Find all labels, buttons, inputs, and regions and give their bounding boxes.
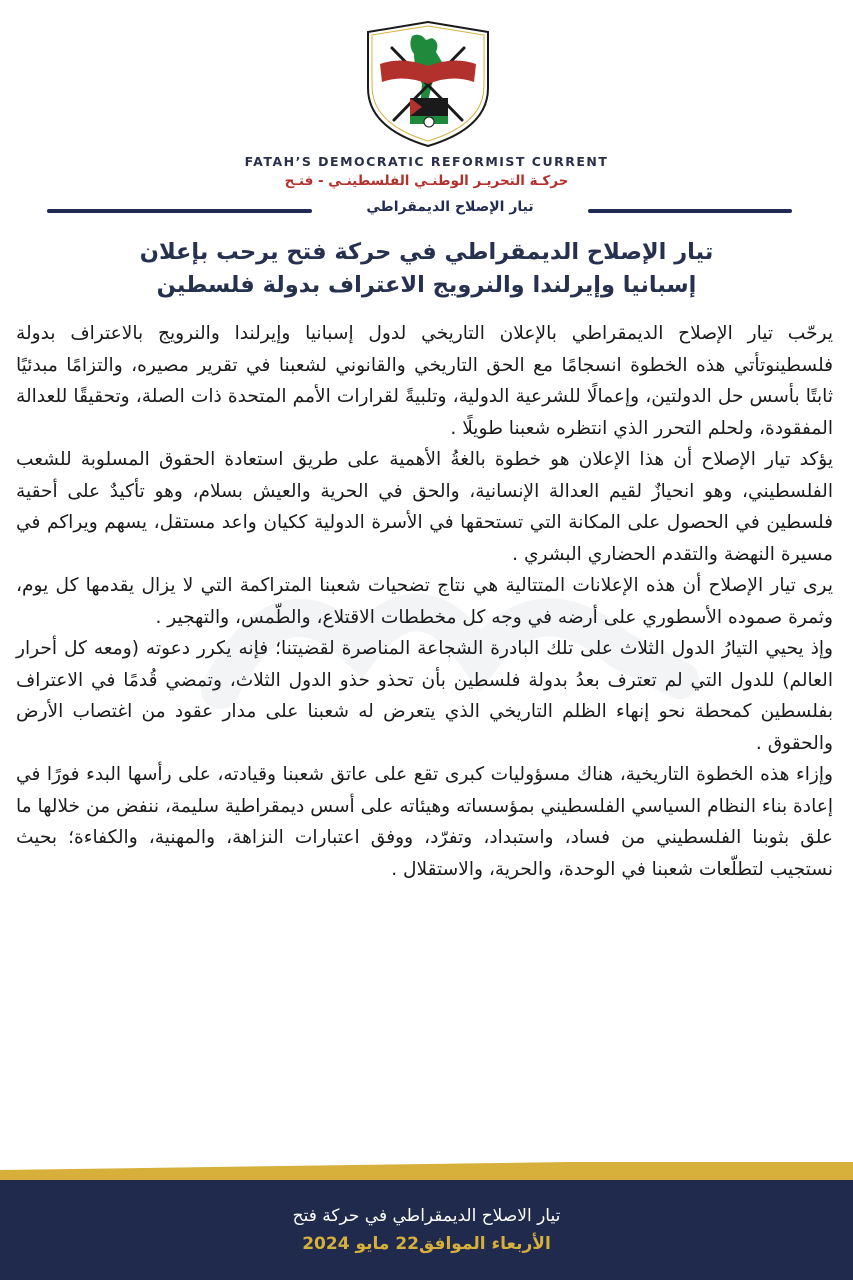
- header-divider-left: [47, 209, 312, 213]
- fatah-emblem-icon: [362, 18, 494, 150]
- footer-organization: تيار الاصلاح الديمقراطي في حركة فتح: [292, 1206, 561, 1226]
- statement-title: [40, 236, 813, 302]
- header-divider-label: تيار الإصلاح الديمقراطي: [366, 199, 534, 215]
- org-name-arabic: حركـة التحريـر الوطنـي الفلسطينـي - فتـح: [284, 173, 569, 189]
- org-name-english: FATAH’S DEMOCRATIC REFORMIST CURRENT: [244, 154, 609, 169]
- footer-date: الأربعاء الموافق22 مايو 2024: [302, 1234, 551, 1254]
- statement-paragraph-4: وإذ يحيي التيارُ الدول الثلاث على تلك البادرة الشجاعة المناصرة لقضيتنا؛ فإنه يكرر دعوته (ومعه كل أحرار العالم) للدول التي لم تعترف بعدُ بدولة فلسطين بأن تحذو حذو الدول الثلاث، وتمضي قُدمًا في الاعتراف بفلسطين كمحطة نحو إنهاء الظلم التاريخي الذي يتعرض له شعبنا على مدار عقود من اغتصاب الأرض والحقوق .: [16, 638, 833, 754]
- statement-paragraph-3: يرى تيار الإصلاح أن هذه الإعلانات المتتالية هي نتاج تضحيات شعبنا المتراكمة التي لا يزال يقدمها كل يوم، وثمرة صموده الأسطوري على أرضه في وجه كل مخططات الاقتلاع، والطّمس، والتهجير .: [16, 575, 833, 628]
- statement-paragraph-1: يرحّب تيار الإصلاح الديمقراطي بالإعلان التاريخي لدول إسبانيا وإيرلندا والنرويج بالاعتراف بدولة فلسطينوتأتي هذه الخطوة انسجامًا مع الحق التاريخي والقانوني لشعبنا في تقرير مصيره، والتزامًا مبدئيًا ثابتًا بأسس حل الدولتين، وإعمالًا للشرعية الدولية، وتلبيةً لقرارات الأمم المتحدة ذات الصلة، وتحقيقًا للعدالة المفقودة، ولحلم التحرر الذي انتظره شعبنا طويلًا .: [16, 323, 833, 439]
- statement-body: [16, 318, 833, 885]
- header-divider-right: [588, 209, 792, 213]
- statement-title-line-2: إسبانيا وإيرلندا والنرويج الاعتراف بدولة فلسطين: [156, 272, 697, 298]
- statement-title-line-1: تيار الإصلاح الديمقراطي في حركة فتح يرحب بإعلان: [139, 239, 714, 265]
- footer-bar: [0, 1180, 853, 1280]
- statement-paragraph-2: يؤكد تيار الإصلاح أن هذا الإعلان هو خطوة بالغةُ الأهمية على طريق استعادة الحقوق المسلوبة للشعب الفلسطيني، وهو انحيازٌ لقيم العدالة الإنسانية، والحق في الحرية والعيش بسلام، وهو تأكيدٌ على أحقية فلسطين في الحصول على المكانة التي تستحقها في الأسرة الدولية ككيان واعد مستقل، يسهم ويراكم في مسيرة النهضة والتقدم الحضاري البشري .: [16, 449, 833, 565]
- statement-paragraph-5: وإزاء هذه الخطوة التاريخية، هناك مسؤوليات كبرى تقع على عاتق شعبنا وقيادته، على رأسها البدء فورًا في إعادة بناء النظام السياسي الفلسطيني بمؤسساته وهيئاته على أسس ديمقراطية سليمة، ننفض من خلالها ما علق بثوبنا الفلسطيني من فساد، واستبداد، وتفرّد، ووفق اعتبارات النزاهة، والمهنية، والكفاءة؛ بحيث نستجيب لتطلّعات شعبنا في الوحدة، والحرية، والاستقلال .: [16, 764, 833, 880]
